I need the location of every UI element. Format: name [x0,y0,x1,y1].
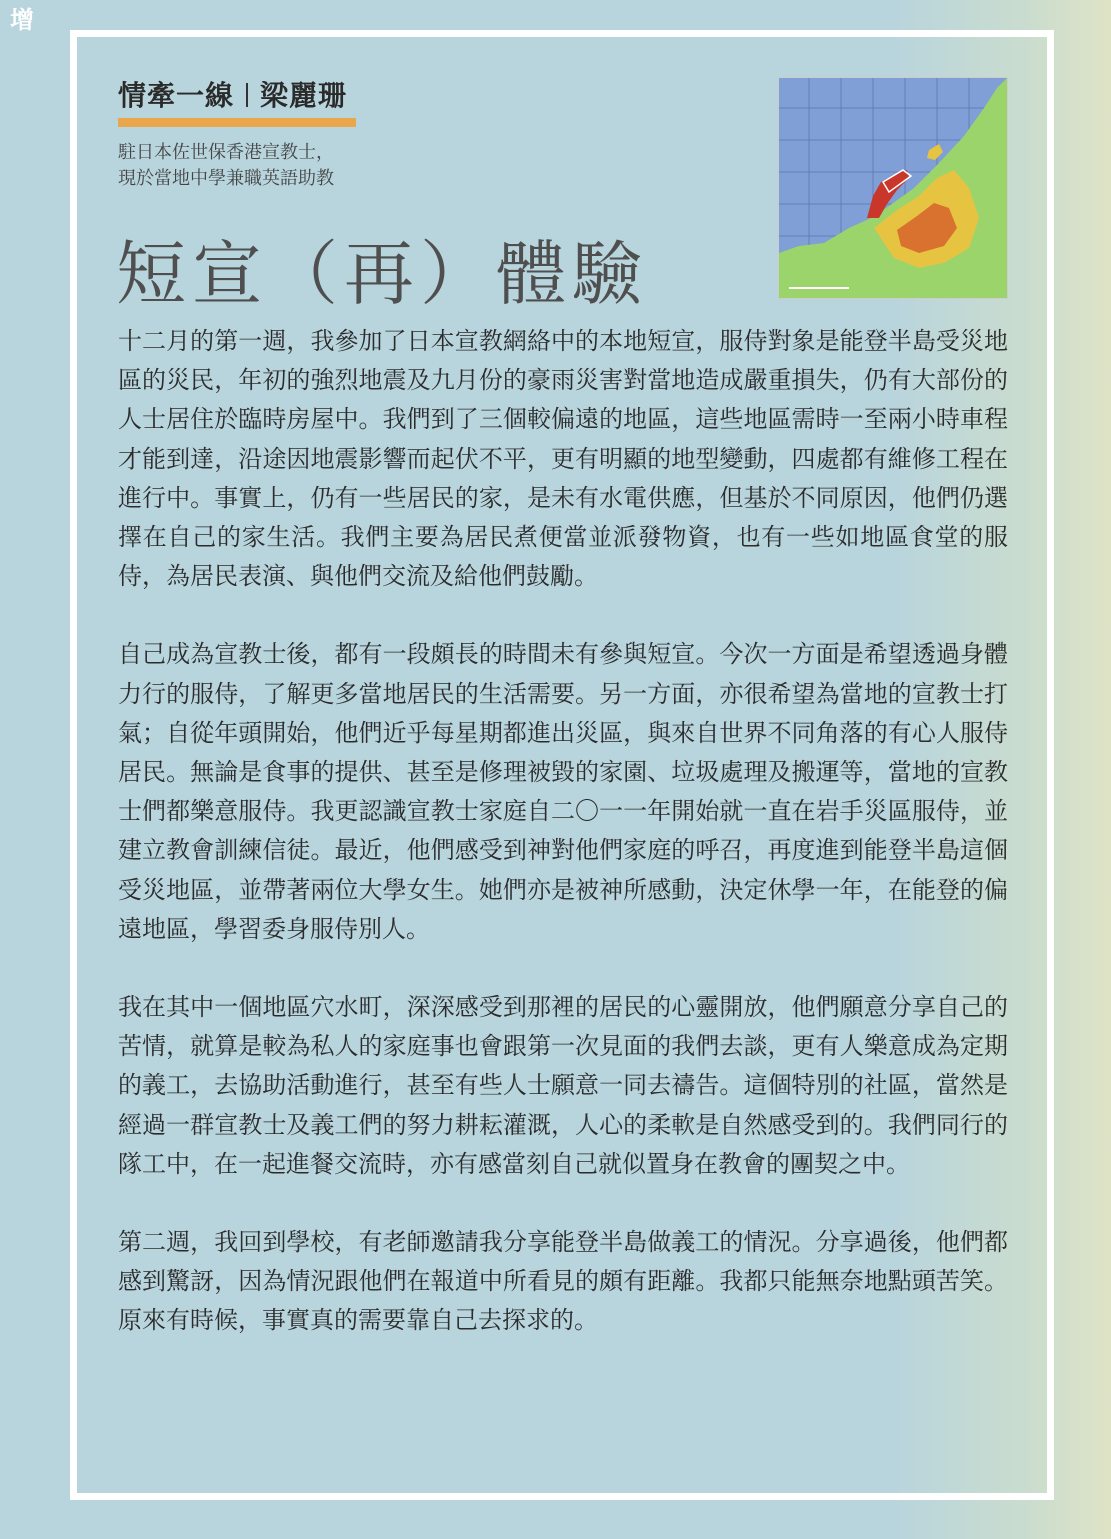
header-separator [246,83,248,107]
article-title: 短宣（再）體驗 [116,233,648,315]
corner-character: 增 [10,5,34,34]
column-name: 情牽一線 [118,79,235,112]
author-bio [118,140,334,192]
bio-line-2: 現於當地中學兼職英語助教 [118,168,334,189]
paragraph-4: 第二週，我回到學校，有老師邀請我分享能登半島做義工的情況。分享過後，他們都感到驚訝，因為情況跟他們在報道中所看見的頗有距離。我都只能無奈地點頭苦笑。原來有時候，事實真的需要靠自己去探求的。 [118,1228,1008,1335]
column-header [118,74,347,114]
accent-bar [118,118,356,127]
bio-line-1: 駐日本佐世保香港宣教士， [118,142,334,163]
article-body [118,322,1008,1380]
author-name: 梁麗珊 [260,79,348,112]
paragraph-2: 自己成為宣教士後，都有一段頗長的時間未有參與短宣。今次一方面是希望透過身體力行的服侍，了解更多當地居民的生活需要。另一方面，亦很希望為當地的宣教士打氣；自從年頭開始，他們近乎每星期都進出災區，與來自世界不同角落的有心人服侍居民。無論是食事的提供、甚至是修理被毀的家園、垃圾處理及搬運等，當地的宣教士們都樂意服侍。我更認識宣教士家庭自二〇一一年開始就一直在岩手災區服侍，並建立教會訓練信徒。最近，他們感受到神對他們家庭的呼召，再度進到能登半島這個受災地區，並帶著兩位大學女生。她們亦是被神所感動，決定休學一年，在能登的偏遠地區，學習委身服侍別人。 [118,640,1008,943]
paragraph-3: 我在其中一個地區穴水町，深深感受到那裡的居民的心靈開放，他們願意分享自己的苦情，就算是較為私人的家庭事也會跟第一次見面的我們去談，更有人樂意成為定期的義工，去協助活動進行，甚至有些人士願意一同去禱告。這個特別的社區，當然是經過一群宣教士及義工們的努力耕耘灌溉，人心的柔軟是自然感受到的。我們同行的隊工中，在一起進餐交流時，亦有感當刻自己就似置身在教會的團契之中。 [118,993,1008,1178]
noto-peninsula-map [778,77,1008,299]
paragraph-1: 十二月的第一週，我參加了日本宣教網絡中的本地短宣，服侍對象是能登半島受災地區的災民，年初的強烈地震及九月份的豪雨災害對當地造成嚴重損失，仍有大部份的人士居住於臨時房屋中。我們到了三個較偏遠的地區，這些地區需時一至兩小時車程才能到達，沿途因地震影響而起伏不平，更有明顯的地型變動，四處都有維修工程在進行中。事實上，仍有一些居民的家，是未有水電供應，但基於不同原因，他們仍選擇在自己的家生活。我們主要為居民煮便當並派發物資，也有一些如地區食堂的服侍，為居民表演、與他們交流及給他們鼓勵。 [118,327,1008,591]
